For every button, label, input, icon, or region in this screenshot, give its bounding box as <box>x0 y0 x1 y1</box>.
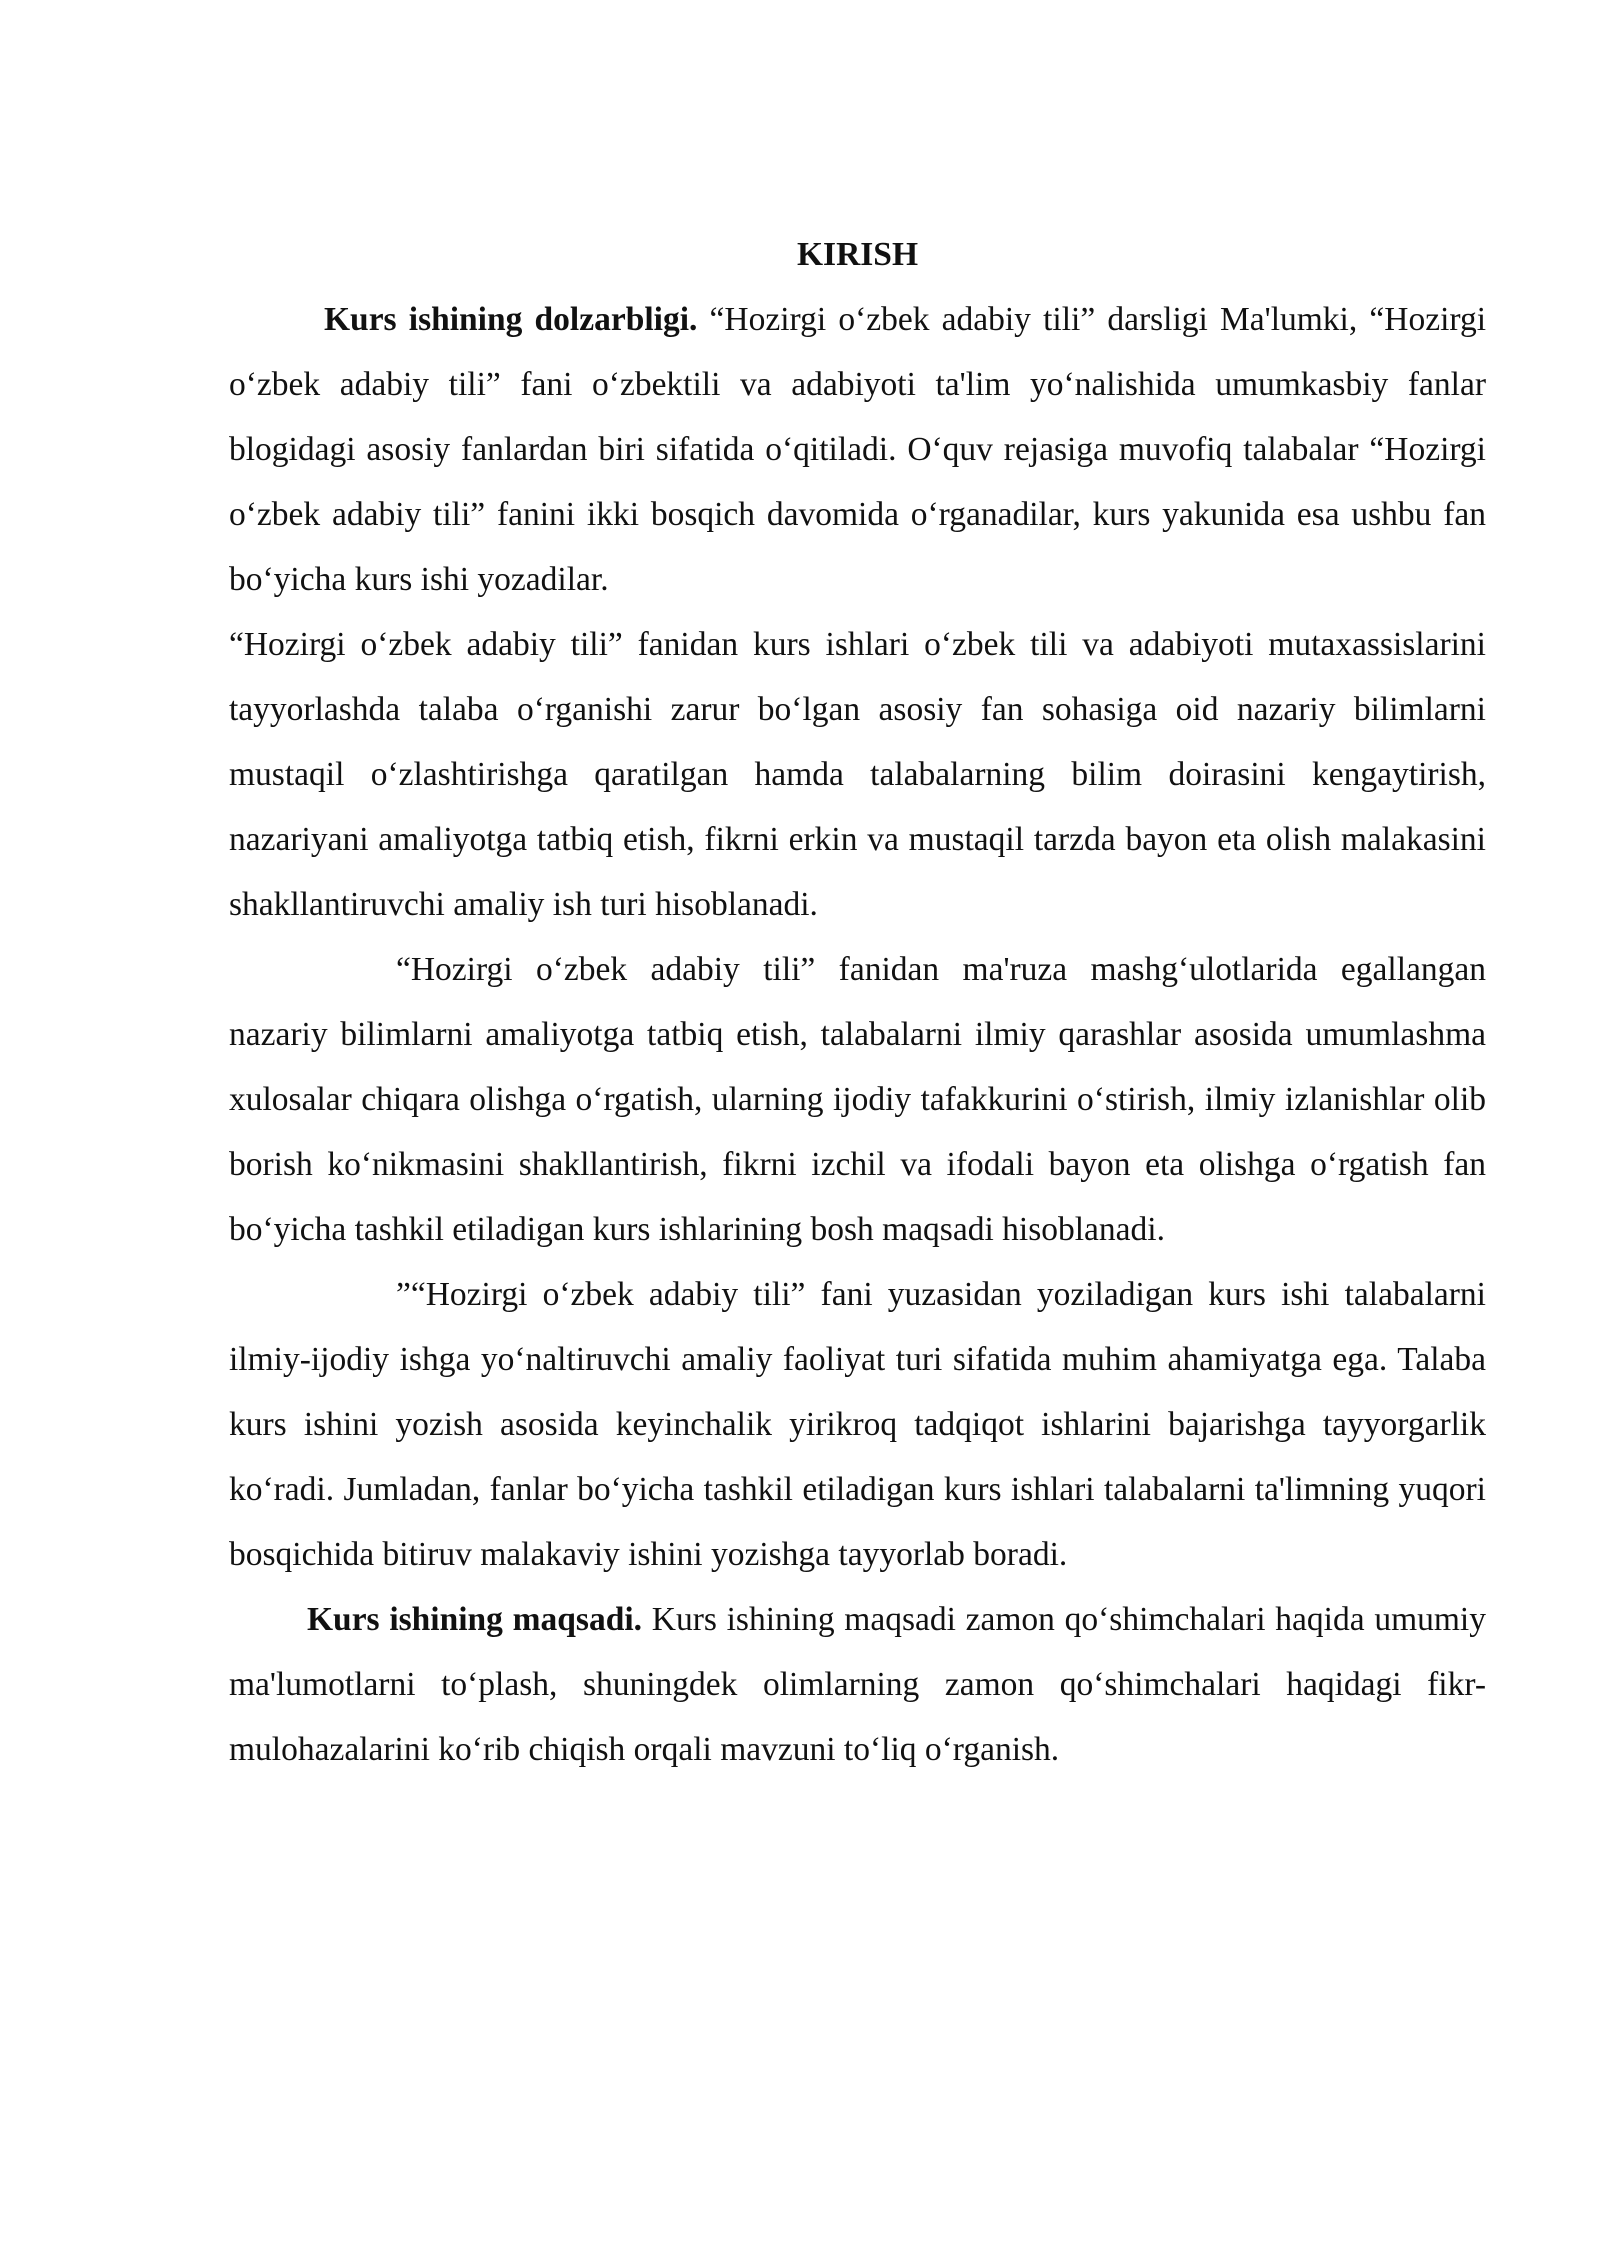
paragraph-lectures <box>229 937 1486 1262</box>
page-title: KIRISH <box>796 236 918 273</box>
document-body <box>229 222 1486 1782</box>
paragraph-course-works <box>229 612 1486 937</box>
paragraph-text-importance: ”“Hozirgi oʻzbek adabiy tili” fani yuzasidan yoziladigan kurs ishi talabalarni ilmiy-ijodiy ishga yoʻnaltiruvchi amaliy faoliyat turi sifatida muhim ahamiyatga ega. Talaba kurs ishini yozish asosida keyinchalik yirikroq tadqiqot ishlarini bajarishga tayyorgarlik koʻradi. Jumladan, fanlar boʻyicha tashkil etiladigan kurs ishlari talabalarni ta'limning yuqori bosqichida bitiruv malakaviy ishini yozishga tayyorlab boradi. <box>229 1276 1486 1573</box>
paragraph-relevance <box>229 287 1486 612</box>
paragraph-goal <box>229 1587 1486 1782</box>
paragraph-text-lectures: “Hozirgi oʻzbek adabiy tili” fanidan ma'ruza mashgʻulotlarida egallangan nazariy bilimlarni amaliyotga tatbiq etish, talabalarni ilmiy qarashlar asosida umumlashma xulosalar chiqara olishga oʻrgatish, ularning ijodiy tafakkurini oʻstirish, ilmiy izlanishlar olib borish koʻnikmasini shakllantirish, fikrni izchil va ifodali bayon eta olishga oʻrgatish fan boʻyicha tashkil etiladigan kurs ishlarining bosh maqsadi hisoblanadi. <box>229 951 1486 1248</box>
paragraph-lead-goal: Kurs ishining maqsadi. <box>307 1601 643 1638</box>
paragraph-importance <box>229 1262 1486 1587</box>
paragraph-text-relevance: “Hozirgi oʻzbek adabiy tili” darsligi Ma'lumki, “Hozirgi oʻzbek adabiy tili” fani oʻzbektili va adabiyoti ta'lim yoʻnalishida umumkasbiy fanlar blogidagi asosiy fanlardan biri sifatida oʻqitiladi. Oʻquv rejasiga muvofiq talabalar “Hozirgi oʻzbek adabiy tili” fanini ikki bosqich davomida oʻrganadilar, kurs yakunida esa ushbu fan boʻyicha kurs ishi yozadilar. <box>229 301 1486 598</box>
paragraph-text-course-works: “Hozirgi oʻzbek adabiy tili” fanidan kurs ishlari oʻzbek tili va adabiyoti mutaxassislarini tayyorlashda talaba oʻrganishi zarur boʻlgan asosiy fan sohasiga oid nazariy bilimlarni mustaqil oʻzlashtirishga qaratilgan hamda talabalarning bilim doirasini kengaytirish, nazariyani amaliyotga tatbiq etish, fikrni erkin va mustaqil tarzda bayon eta olish malakasini shakllantiruvchi amaliy ish turi hisoblanadi. <box>229 626 1486 923</box>
paragraph-text-goal: Kurs ishining maqsadi zamon qoʻshimchalari haqida umumiy ma'lumotlarni toʻplash, shuningdek olimlarning zamon qoʻshimchalari haqidagi fikr-mulohazalarini koʻrib chiqish orqali mavzuni toʻliq oʻrganish. <box>229 1601 1486 1768</box>
paragraph-lead-relevance: Kurs ishining dolzarbligi. <box>324 301 698 338</box>
